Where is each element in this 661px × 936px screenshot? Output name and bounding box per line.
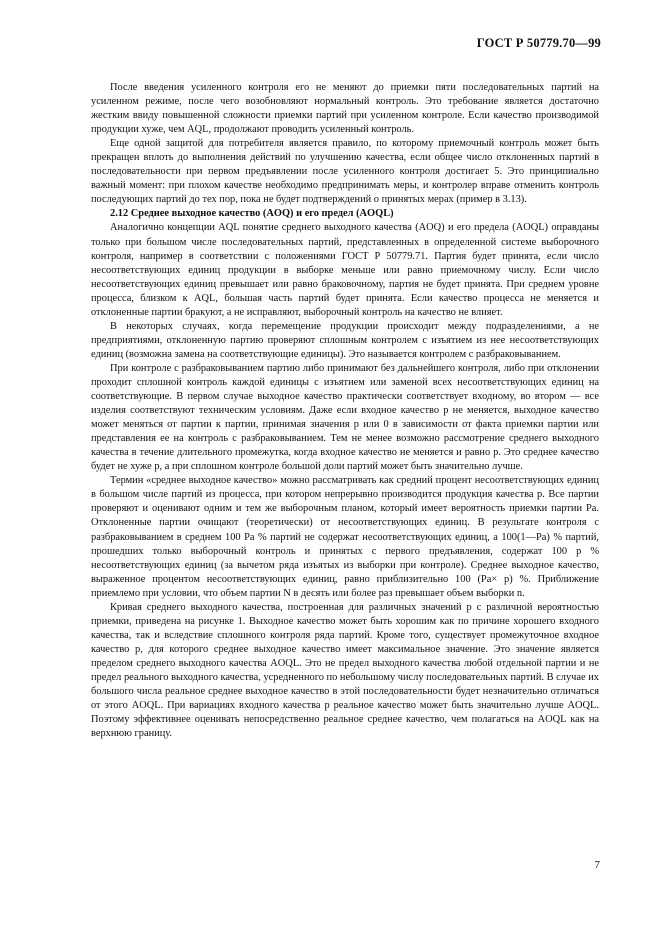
paragraph: Кривая среднего выходного качества, построенная для различных значений p с различной вероятностью приемки, приведена на рисунке 1. Выходное качество может быть хорошим как по причине хорошего входного качества, так и вследствие сплошного контроля ряда партий. Кроме того, существует промежуточное входное качество p, для которого среднее выходное качество имеет максимальное значение. Это значение является пределом среднего выходного качества AOQL. Это не предел выходного качества любой отдельной партии и не предел реального выходного качества, усредненного по небольшому числу последовательных партий. В случае их большого числа реальное среднее выходное качество в этой последовательности будет незначительно отличаться от этого AOQL. При вариациях входного качества p реальное качество может быть значительно лучше AOQL. Поэтому эффективнее оценивать непосредственно реальное среднее качество, чем полагаться на AOQL как на верхнюю границу. (91, 601, 599, 740)
paragraph: После введения усиленного контроля его не меняют до приемки пяти последовательных партий на усиленном режиме, после чего возобновляют нормальный контроль. Это требование является достаточно жестким ввиду повышенной сложности приемки партий при усиленном контроле. Если качество производимой продукции хуже, чем AQL, продолжают проводить усиленный контроль. (91, 82, 599, 136)
paragraph: При контроле с разбраковыванием партию либо принимают без дальнейшего контроля, либо при отклонении проходит сплошной контроль каждой единицы с изъятием или заменой всех несоответствующих единиц на соответствующие. В первом случае выходное качество практически соответствует входному, во втором — все изделия соответствуют техническим условиям. Даже если входное качество p не меняется, выходное качество может меняться от партии к партии, принимая значения p или 0 в зависимости от факта приемки партии или представления ее на контроль с разбраковыванием. Тем не менее возможно рассмотрение среднего выходного качества в течение длительного промежутка, когда входное качество не меняется и равно p. Это среднее качество будет не хуже p, а при сплошном контроле большой доли партий может быть значительно лучше. (91, 362, 599, 473)
paragraph: Еще одной защитой для потребителя является правило, по которому приемочный контроль может быть прекращен вплоть до выполнения действий по улучшению качества, если общее число отклоненных партий в последовательности при первом предъявлении после усиленного контроля достигает 5. Это принципиально важный момент: при плохом качестве необходимо предпринимать меры, и контролер вправе отменить контроль последующих партий до тех пор, пока не будет подтверждений о принятых мерах (пример в 3.13). (91, 138, 599, 206)
paragraph: Аналогично концепции AQL понятие среднего выходного качества (AOQ) и его предела (AOQL) оправданы только при большом числе последовательных партий, представленных в определенной системе выборочного контроля, например в соответствии с положениями ГОСТ Р 50779.71. Партия будет принята, если число несоответствующих единиц продукции в выборке меньше или равно приемочному числу. Если число несоответствующих единиц превышает или равно браковочному, партия не будет принята. При среднем уровне процесса, близком к AQL, большая часть партий будет принята. Если качество процесса не меняется и отклоненные партии бракуют, а не исправляют, выборочный контроль на качество не влияет. (91, 222, 599, 318)
document-header: ГОСТ Р 50779.70—99 (476, 36, 601, 50)
section-heading: 2.12 Среднее выходное качество (AOQ) и его предел (AOQL) (110, 208, 394, 220)
paragraph: Термин «среднее выходное качество» можно рассматривать как средний процент несоответствующих единиц в большом числе партий из процесса, при котором непрерывно производится продукция качества p. Все партии проверяют и оценивают одним и тем же выборочным планом, который имеет вероятность приемки партии Pa. Отклоненные партии очищают (теоретически) от несоответствующих единиц. В результате контроля с разбраковыванием в среднем 100 Pa % партий не содержат несоответствующих единиц, а 100(1—Pa) % партий, прошедших только выборочный контроль и принятых с первого предъявления, содержат 100 p % несоответствующих единиц (за вычетом ряда изъятых из выборки при контроле). Среднее выходное качество, выраженное процентом несоответствующих единиц, равно приблизительно 100 (Pa× p) %. Приближение приемлемо при условии, что объем партии N в десять или более раз превышает объем выборки n. (91, 475, 599, 599)
page-number: 7 (594, 859, 600, 871)
body-text (91, 81, 599, 741)
paragraph: В некоторых случаях, когда перемещение продукции происходит между подразделениями, а не предприятиями, отклоненную партию проверяют сплошным контролем с изъятием из нее несоответствующих единиц (возможна замена на соответствующие единицы). Это называется контролем с разбраковыванием. (91, 320, 599, 360)
